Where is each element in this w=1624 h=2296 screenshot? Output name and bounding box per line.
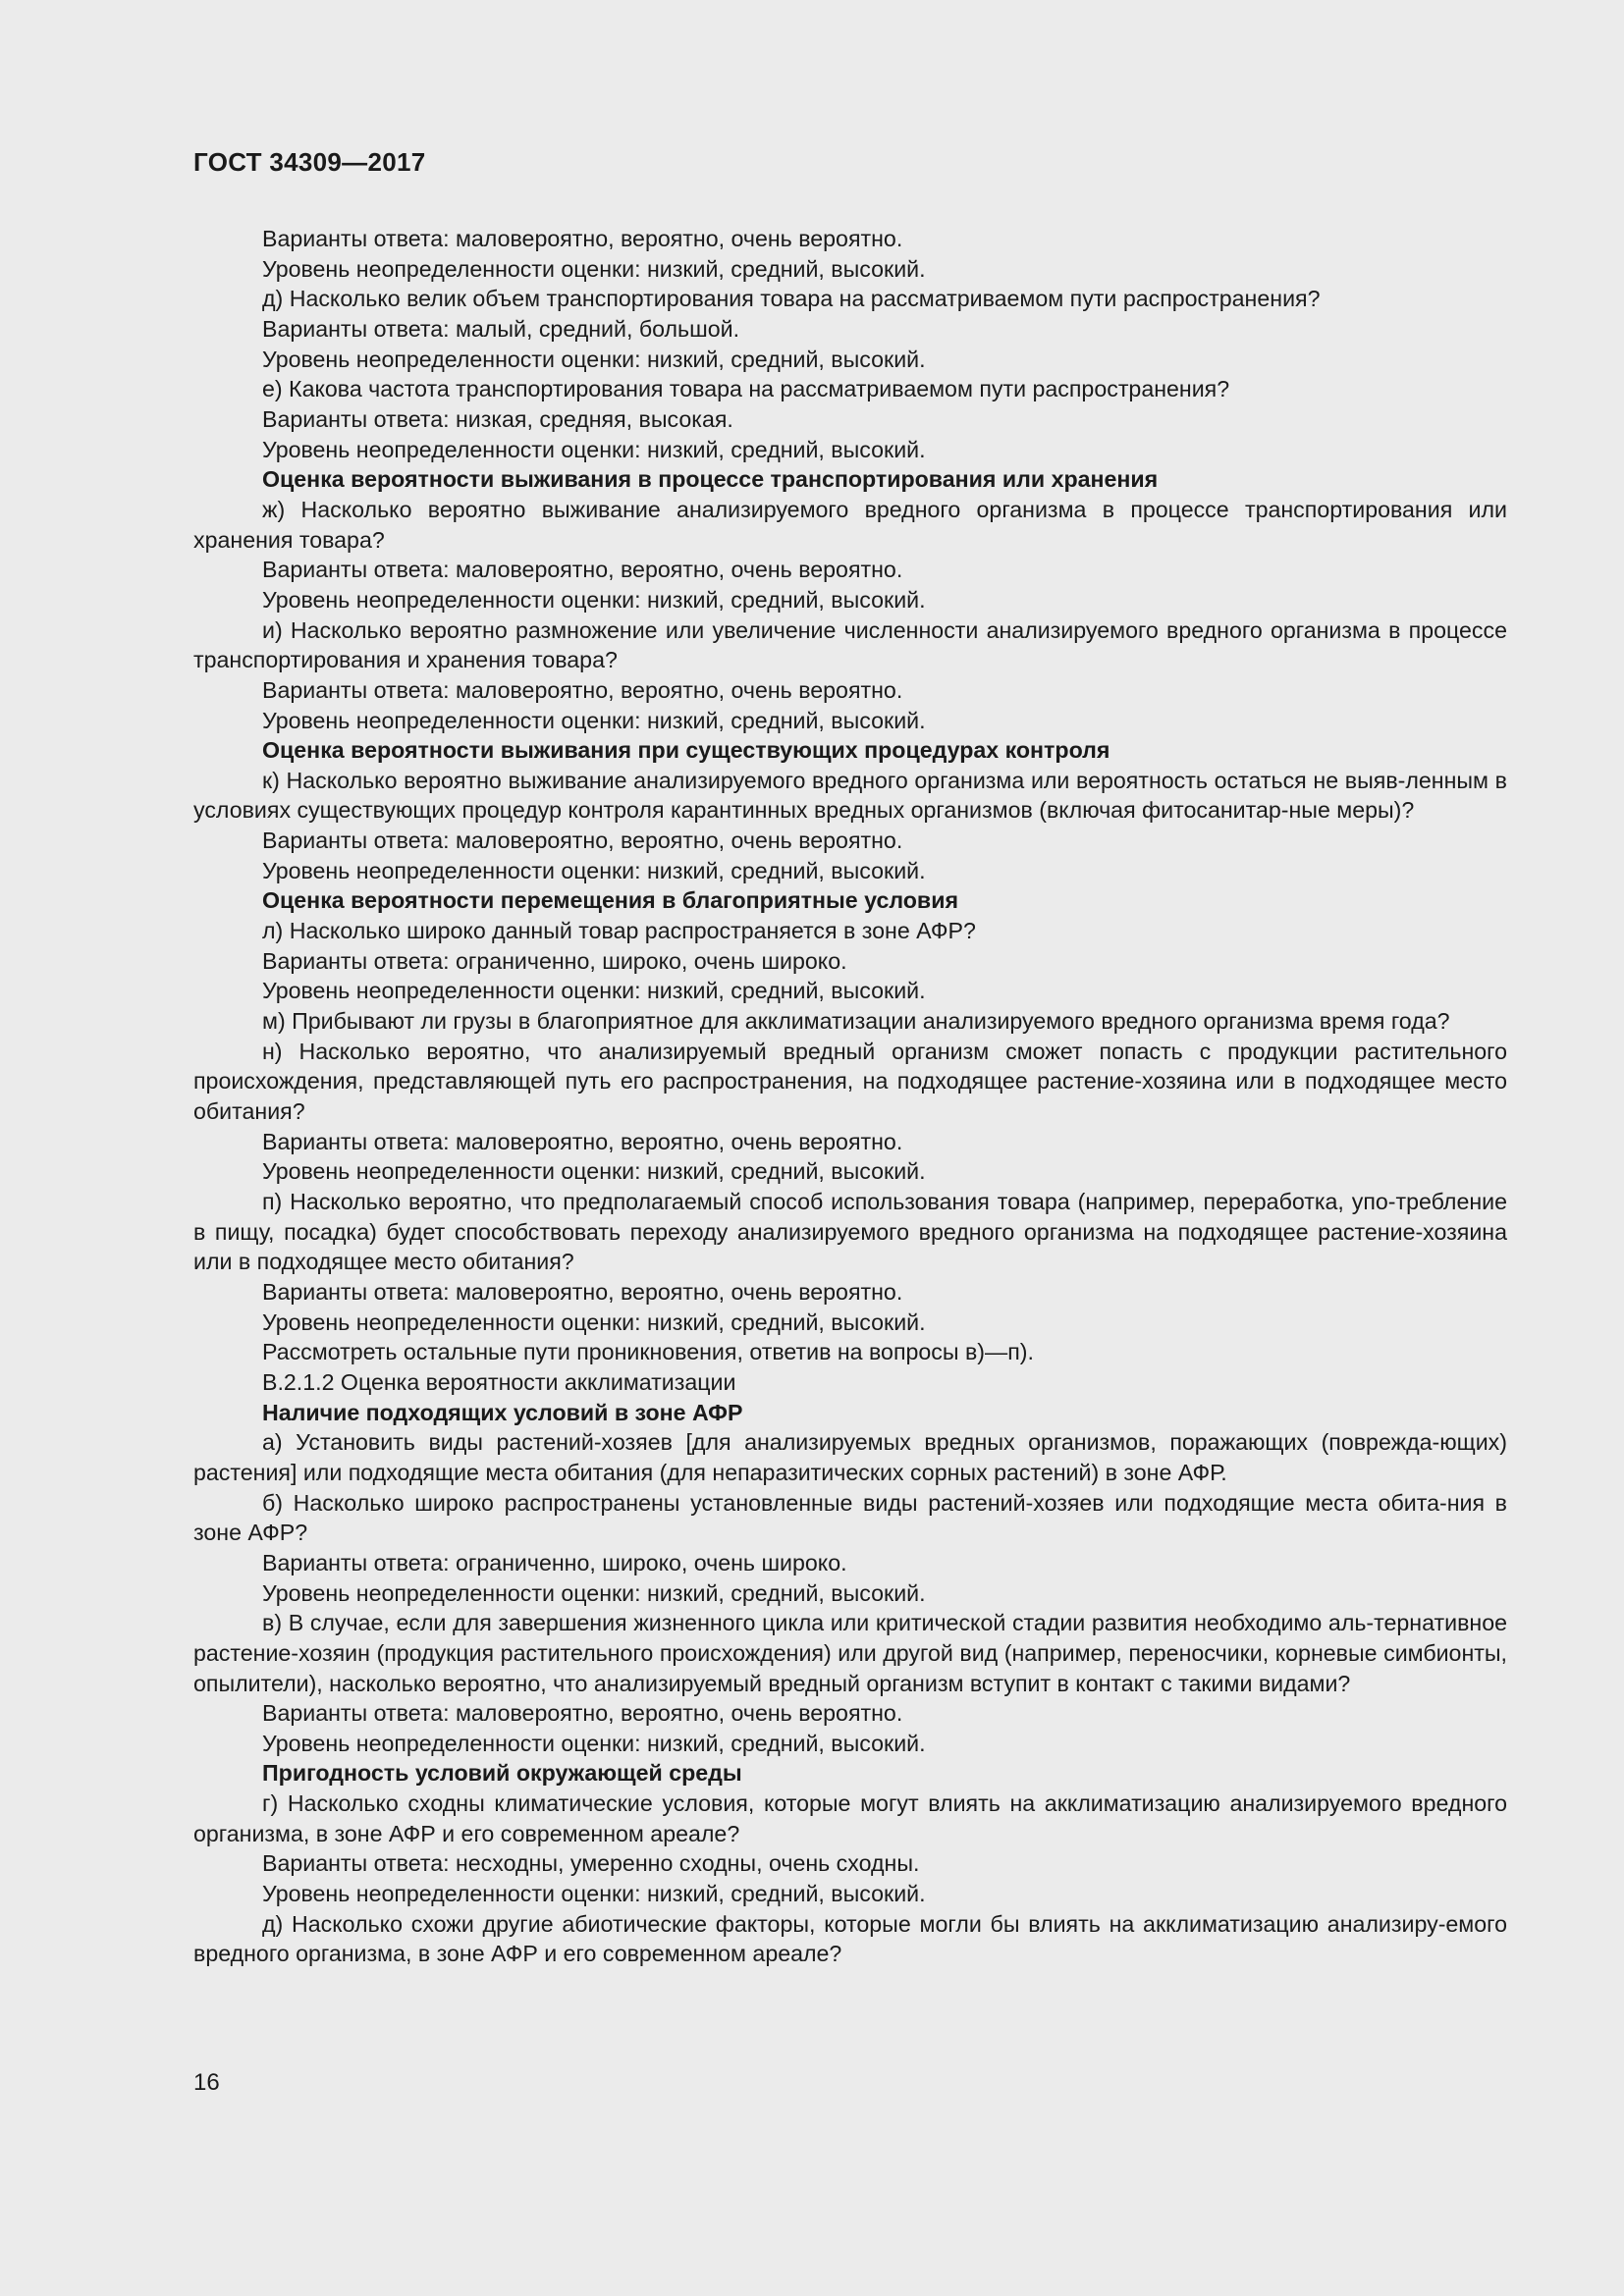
paragraph: Уровень неопределенности оценки: низкий, средний, высокий. [262,346,926,372]
section-heading: Наличие подходящих условий в зоне АФР [262,1399,743,1425]
page-number: 16 [193,2069,220,2096]
paragraph: Уровень неопределенности оценки: низкий, средний, высокий. [262,1730,926,1756]
document-header: ГОСТ 34309—2017 [193,147,426,177]
paragraph: г) Насколько сходны климатические условия, которые могут влиять на акклиматизацию анализируемого вредного организма, в зоне АФР и его современном ареале? [193,1790,1507,1846]
paragraph: Уровень неопределенности оценки: низкий, средний, высокий. [262,978,926,1004]
paragraph: Уровень неопределенности оценки: низкий, средний, высокий. [262,1881,926,1907]
paragraph: Варианты ответа: маловероятно, вероятно, очень вероятно. [262,1278,903,1305]
paragraph: В.2.1.2 Оценка вероятности акклиматизации [262,1368,736,1395]
paragraph: Варианты ответа: маловероятно, вероятно, очень вероятно. [262,828,903,854]
paragraph: м) Прибывают ли грузы в благоприятное для акклиматизации анализируемого вредного организма время года? [262,1008,1450,1035]
paragraph: Уровень неопределенности оценки: низкий, средний, высокий. [262,857,926,883]
paragraph: ж) Насколько вероятно выживание анализируемого вредного организма в процессе транспортирования или хранения товара? [193,496,1507,553]
paragraph: Варианты ответа: несходны, умеренно сходны, очень сходны. [262,1850,920,1877]
paragraph: Варианты ответа: ограниченно, широко, очень широко. [262,1549,847,1575]
section-heading: Оценка вероятности выживания в процессе транспортирования или хранения [262,466,1159,493]
paragraph: Варианты ответа: маловероятно, вероятно, очень вероятно. [262,226,903,251]
paragraph: Варианты ответа: маловероятно, вероятно, очень вероятно. [262,1128,903,1154]
section-heading: Оценка вероятности выживания при существующих процедурах контроля [262,737,1110,764]
paragraph: н) Насколько вероятно, что анализируемый вредный организм сможет попасть с продукции растительного происхождения, представляющей путь его распространения, на подходящее растение-хозяина или в подходящее место обитания? [193,1038,1507,1125]
paragraph: Уровень неопределенности оценки: низкий, средний, высокий. [262,255,926,282]
paragraph: Уровень неопределенности оценки: низкий, средний, высокий. [262,586,926,613]
paragraph: Варианты ответа: маловероятно, вероятно, очень вероятно. [262,676,903,703]
paragraph: д) Насколько схожи другие абиотические факторы, которые могли бы влиять на акклиматизацию анализиру-емого вредного организма, в зоне АФР и его современном ареале? [193,1910,1507,1967]
paragraph: е) Какова частота транспортирования товара на рассматриваемом пути распространения? [262,376,1230,402]
paragraph: Уровень неопределенности оценки: низкий, средний, высокий. [262,436,926,462]
paragraph: л) Насколько широко данный товар распространяется в зоне АФР? [262,918,976,944]
paragraph: Варианты ответа: низкая, средняя, высокая. [262,405,733,432]
paragraph: к) Насколько вероятно выживание анализируемого вредного организма или вероятность остаться не выяв-ленным в условиях существующих процедур контроля карантинных вредных организмов (включая фитосанитар-ные меры)? [193,767,1507,824]
paragraph: Варианты ответа: малый, средний, большой. [262,315,740,342]
paragraph: в) В случае, если для завершения жизненного цикла или критической стадии развития необходимо аль-тернативное растение-хозяин (продукция растительного происхождения) или другой вид (например, переносчики, корневые симбионты, опылители), насколько вероятно, что анализируемый вредный организм вступит в контакт с такими видами? [193,1610,1507,1696]
paragraph: Уровень неопределенности оценки: низкий, средний, высокий. [262,1308,926,1335]
paragraph: Варианты ответа: маловероятно, вероятно, очень вероятно. [262,557,903,583]
paragraph: а) Установить виды растений-хозяев [для анализируемых вредных организмов, поражающих (поврежда-ющих) растения] или подходящие места обитания (для непаразитических сорных растений) в зоне АФР. [193,1429,1507,1485]
paragraph: Уровень неопределенности оценки: низкий, средний, высокий. [262,1158,926,1185]
paragraph: и) Насколько вероятно размножение или увеличение численности анализируемого вредного организма в процессе транспортирования и хранения товара? [193,616,1507,673]
paragraph: Варианты ответа: маловероятно, вероятно, очень вероятно. [262,1700,903,1727]
section-heading: Пригодность условий окружающей среды [262,1760,742,1787]
paragraph: Варианты ответа: ограниченно, широко, очень широко. [262,947,847,974]
document-body [193,224,1507,1969]
paragraph: Рассмотреть остальные пути проникновения, ответив на вопросы в)—п). [262,1339,1034,1365]
paragraph: д) Насколько велик объем транспортирования товара на рассматриваемом пути распространения? [262,286,1321,312]
paragraph: б) Насколько широко распространены установленные виды растений-хозяев или подходящие места обита-ния в зоне АФР? [193,1489,1507,1546]
paragraph: Уровень неопределенности оценки: низкий, средний, высокий. [262,707,926,733]
paragraph: п) Насколько вероятно, что предполагаемый способ использования товара (например, переработка, упо-требление в пищу, посадка) будет способствовать переходу анализируемого вредного организма на подходящее растение-хозяина или в подходящее место обитания? [193,1189,1507,1275]
section-heading: Оценка вероятности перемещения в благоприятные условия [262,887,958,914]
paragraph: Уровень неопределенности оценки: низкий, средний, высокий. [262,1579,926,1606]
